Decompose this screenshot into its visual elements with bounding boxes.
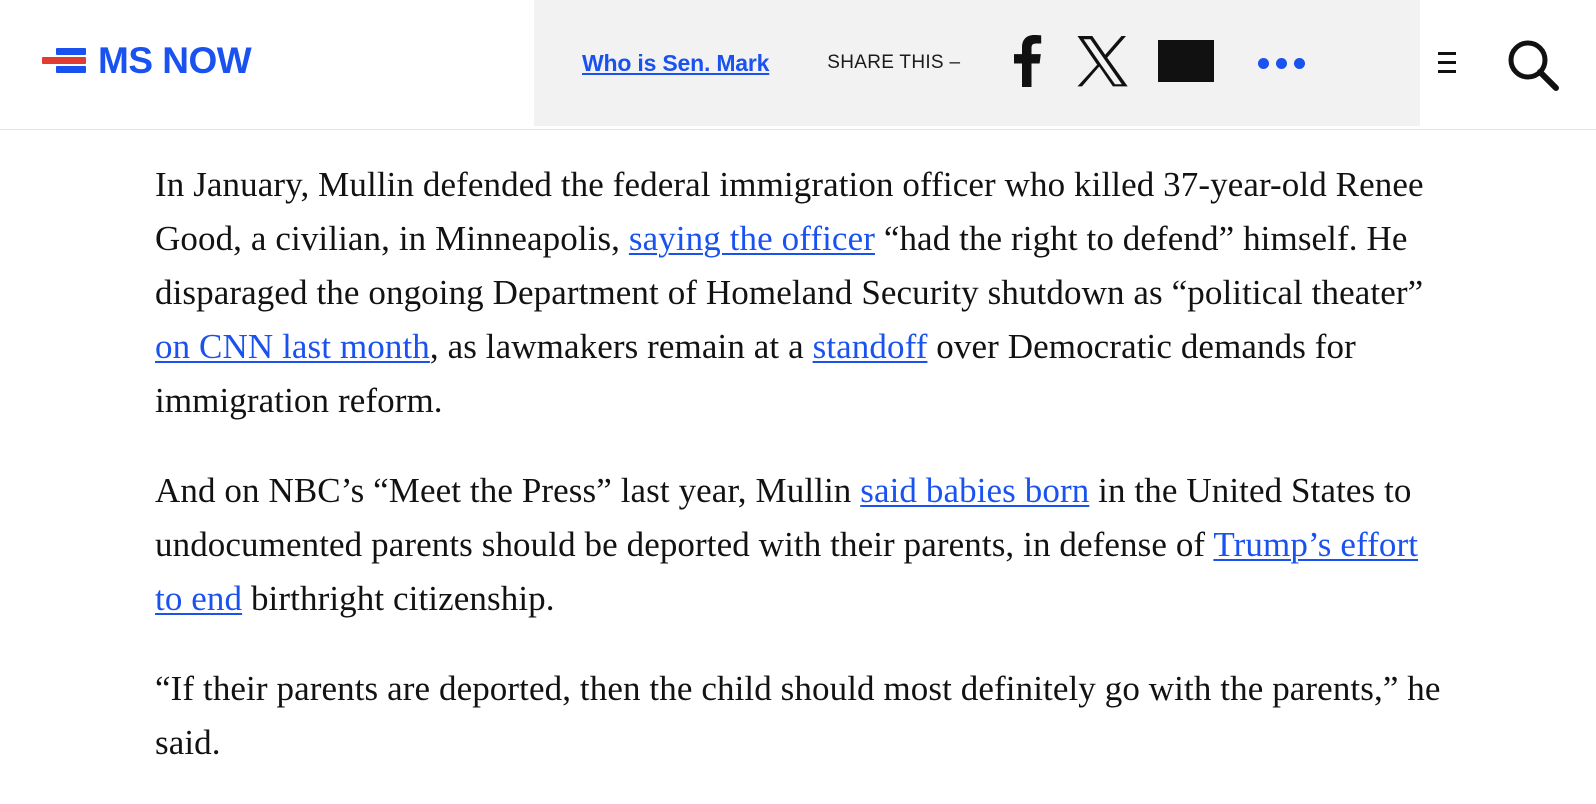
article-paragraph: In January, Mullin defended the federal immigration officer who killed 37-year-old Renee Good, a civilian, in Minneapolis, saying the officer “had the right to defend” himself. He disparaged the ongoing Department of Homeland Security shutdown as “political theater” on CNN last month, as lawmakers remain at a standoff over Democratic demands for immigration reform. <box>155 165 1424 420</box>
share-this-label: SHARE THIS – <box>827 52 961 73</box>
article-body <box>0 130 1596 804</box>
x-twitter-icon[interactable] <box>1076 35 1128 92</box>
more-options-icon[interactable] <box>1258 58 1305 69</box>
article-inline-link[interactable]: saying the officer <box>628 219 875 258</box>
site-header <box>0 0 1596 130</box>
site-logo[interactable] <box>42 42 251 79</box>
facebook-icon[interactable] <box>1006 35 1046 92</box>
article-inline-link[interactable]: standoff <box>812 327 928 366</box>
article-paragraph: And on NBC’s “Meet the Press” last year, Mullin said babies born in the United States to undocumented parents should be deported with their parents, in defense of Trump’s effort to end birthright citizenship. <box>155 471 1419 618</box>
share-bar <box>534 0 1420 126</box>
search-icon[interactable] <box>1506 38 1560 92</box>
article-inline-link[interactable]: on CNN last month <box>155 327 430 366</box>
article-paragraph: “If their parents are deported, then the child should most definitely go with the parents,” he said. <box>155 669 1441 762</box>
email-icon[interactable] <box>1158 40 1214 87</box>
share-icon-group <box>1006 35 1305 92</box>
share-headline-link[interactable]: Who is Sen. Mark <box>582 49 770 76</box>
site-logo-text: MS NOW <box>98 40 252 81</box>
article-inline-link[interactable]: Trump’s effort to end <box>155 525 1419 618</box>
menu-icon[interactable] <box>1430 48 1464 78</box>
article-inline-link[interactable]: said babies born <box>860 471 1090 510</box>
ms-now-flag-icon <box>42 46 86 76</box>
